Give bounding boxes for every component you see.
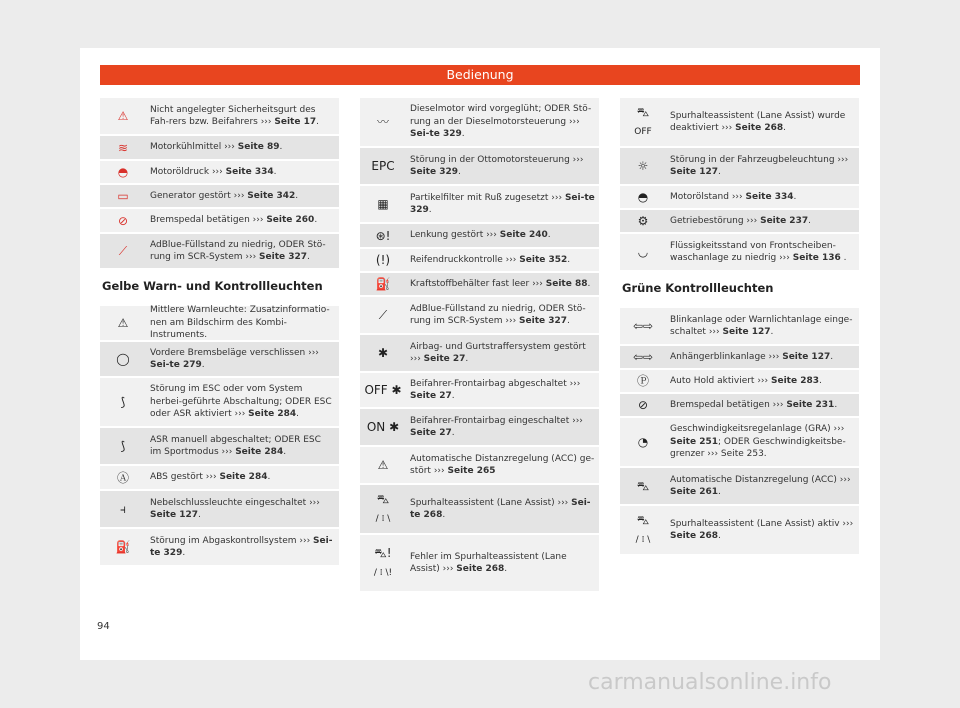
- washer-fluid-icon: [620, 246, 666, 258]
- acc-green-icon: [620, 480, 666, 492]
- indicator-description: [146, 101, 339, 132]
- icon-glyph: ⚙: [637, 214, 649, 228]
- rear-fog-light-icon: [100, 503, 146, 515]
- description-text: Nicht angelegter Sicherheitsgurt des Fah-rers bzw. Beifahrers ›››: [150, 104, 316, 127]
- indicator-description: [146, 532, 339, 563]
- indicator-description: [146, 138, 339, 157]
- indicator-row: [360, 146, 599, 184]
- page-reference-link[interactable]: Sei-te 329: [410, 129, 462, 140]
- indicator-description: [406, 251, 599, 270]
- indicator-row: [620, 368, 859, 392]
- indicator-row: [100, 96, 339, 134]
- indicator-row: [100, 527, 339, 565]
- lighting-fault-icon: [620, 160, 666, 172]
- page-number: 94: [97, 621, 110, 632]
- indicator-row: [100, 304, 339, 340]
- acc-icon: [360, 459, 406, 471]
- icon-glyph: ⇦⇨: [632, 350, 654, 364]
- indicator-description: [666, 237, 859, 268]
- description-suffix: .: [198, 510, 201, 520]
- indicator-description: [406, 151, 599, 182]
- oil-level-icon: [620, 191, 666, 203]
- description-suffix: .: [295, 190, 299, 201]
- icon-glyph: ⛍: [636, 479, 650, 493]
- page-reference-link[interactable]: Seite 284: [248, 409, 297, 420]
- indicator-description: [406, 375, 599, 406]
- indicator-description: [666, 396, 859, 415]
- seatbelt-icon: [100, 110, 146, 122]
- indicator-description: [666, 107, 859, 138]
- column-3: [620, 96, 859, 554]
- esc-off-icon: [100, 440, 146, 452]
- description-suffix: .: [273, 166, 277, 177]
- description-text: Partikelfilter mit Ruß zugesetzt ›››: [410, 192, 565, 203]
- page-reference-link[interactable]: Seite 27: [410, 391, 452, 401]
- description-text: Lenkung gestört ›››: [410, 230, 500, 241]
- icon-glyph: ▭: [117, 189, 129, 203]
- description-suffix: .: [783, 123, 786, 133]
- indicator-description: [666, 188, 859, 207]
- page-reference-link[interactable]: Seite 329: [410, 167, 458, 177]
- page-reference-link[interactable]: Seite 127: [782, 351, 831, 362]
- indicator-row: [100, 232, 339, 268]
- description-suffix: .: [428, 205, 432, 215]
- description-text: Kraftstoffbehälter fast leer ›››: [410, 278, 546, 289]
- icon-glyph: ⟆: [120, 439, 126, 453]
- indicator-row: [620, 146, 859, 184]
- page-reference-link[interactable]: Seite 136: [792, 253, 841, 263]
- icon-glyph: ◡: [637, 245, 649, 259]
- description-text: Störung im Abgaskontrollsystem ›››: [150, 535, 314, 546]
- brake-pedal-green-icon: [620, 399, 666, 411]
- description-text: AdBlue-Füllstand zu niedrig, ODER Stö-rung im SCR-System ›››: [150, 239, 326, 262]
- indicator-description: [666, 515, 859, 546]
- indicator-description: [146, 301, 339, 345]
- oil-pressure-icon: [100, 166, 146, 178]
- description-suffix: .: [451, 428, 455, 438]
- indicator-description: [146, 380, 339, 424]
- page-reference-link[interactable]: Seite 265: [447, 466, 496, 476]
- indicator-description: [406, 548, 599, 579]
- page-reference-link[interactable]: Seite 231: [786, 399, 835, 410]
- indicator-description: [406, 226, 599, 245]
- icon-glyph-secondary: / ⁞ \: [635, 535, 651, 545]
- page-reference-link[interactable]: Seite 334: [745, 191, 794, 202]
- description-suffix: .: [587, 278, 591, 289]
- description-suffix: .: [793, 191, 797, 202]
- indicator-row: [360, 445, 599, 483]
- description-suffix: .: [830, 351, 834, 362]
- icon-glyph: ⛍: [636, 105, 650, 119]
- page-reference-link[interactable]: Seite 27: [410, 428, 452, 438]
- section-heading: Grüne Kontrollleuchten: [622, 281, 774, 295]
- indicator-description: [666, 348, 859, 367]
- auto-hold-icon: [620, 375, 666, 387]
- indicator-description: [146, 211, 339, 230]
- indicator-description: [146, 236, 339, 267]
- watermark: carmanualsonline.info: [588, 670, 832, 695]
- indicator-row: [620, 184, 859, 208]
- description-suffix: .: [283, 447, 287, 457]
- tire-pressure-icon: [360, 254, 406, 266]
- adblue-icon: [100, 245, 146, 257]
- icon-glyph: ⛽: [115, 540, 131, 554]
- icon-glyph: (!): [375, 253, 391, 267]
- indicator-row: [620, 392, 859, 416]
- icon-glyph: ◓: [117, 165, 129, 179]
- description-text: Auto Hold aktiviert ›››: [670, 375, 771, 386]
- warning-triangle-icon: [100, 317, 146, 329]
- description-text: Geschwindigkeitsregelanlage (GRA) ›››: [670, 424, 845, 435]
- airbag-off-icon: [360, 384, 406, 396]
- description-text: Motorkühlmittel ›››: [150, 142, 238, 153]
- battery-icon: [100, 190, 146, 202]
- description-text: Automatische Distanzregelung (ACC) ge-stört ›››: [410, 453, 595, 476]
- page-reference-link[interactable]: Seite 89: [237, 142, 280, 153]
- description-suffix: .: [840, 253, 847, 263]
- description-suffix: .: [307, 252, 310, 262]
- icon-glyph: ☼: [637, 159, 649, 173]
- fuel-icon: [360, 278, 406, 290]
- page-reference-link[interactable]: Sei-te 329: [410, 192, 595, 215]
- page-reference-link[interactable]: Seite 127: [150, 510, 198, 520]
- indicator-row: [100, 489, 339, 527]
- icon-glyph: ▦: [377, 197, 389, 211]
- page-reference-link[interactable]: Seite 127: [670, 167, 718, 177]
- description-suffix: .: [296, 409, 300, 420]
- indicator-description: [146, 344, 339, 375]
- description-text: Störung im ESC oder vom System herbei-geführte Abschaltung; ODER ESC oder ASR aktiviert ›››: [150, 384, 332, 420]
- icon-glyph: ⟋: [378, 308, 388, 322]
- description-suffix: .: [182, 548, 186, 558]
- icon-glyph: ◯: [116, 352, 130, 366]
- description-text: Beifahrer-Frontairbag eingeschaltet ›››: [410, 415, 583, 426]
- description-text: Flüssigkeitsstand von Frontscheiben-waschanlage zu niedrig ›››: [670, 240, 836, 263]
- page-reference-link[interactable]: Seite 334: [225, 166, 274, 177]
- icon-glyph: ⚠: [117, 109, 129, 123]
- indicator-row: [360, 407, 599, 445]
- brake-pads-icon: [100, 353, 146, 365]
- description-suffix: ; ODER Geschwindigkeitsbe-grenzer ››› Seite 253.: [670, 436, 846, 460]
- description-text: Airbag- und Gurtstraffersystem gestört ›››: [410, 341, 586, 364]
- icon-glyph: ⛍: [636, 513, 650, 527]
- indicator-description: [146, 468, 339, 487]
- indicator-description: [406, 450, 599, 481]
- description-suffix: .: [279, 142, 283, 153]
- glow-plug-icon: [360, 116, 406, 128]
- icon-glyph: ≋: [117, 140, 129, 155]
- indicator-description: [406, 338, 599, 369]
- description-suffix: .: [718, 531, 721, 541]
- indicator-row: [360, 295, 599, 333]
- page-reference-link[interactable]: Seite 261: [670, 487, 718, 497]
- column-2: [360, 96, 599, 591]
- description-suffix: .: [818, 375, 822, 386]
- indicator-row: [620, 232, 859, 270]
- indicator-row: [100, 340, 339, 376]
- description-text: Spurhalteassistent (Lane Assist) ›››: [410, 497, 572, 508]
- indicator-row: [360, 222, 599, 247]
- icon-glyph: OFF ✱: [364, 383, 402, 397]
- description-text: Beifahrer-Frontairbag abgeschaltet ›››: [410, 378, 581, 389]
- icon-glyph: ◔: [637, 435, 649, 449]
- icon-glyph: ◓: [637, 190, 649, 204]
- indicator-row: [100, 464, 339, 489]
- description-text: Nebelschlussleuchte eingeschaltet ›››: [150, 497, 320, 508]
- description-suffix: .: [442, 510, 446, 520]
- indicator-description: [666, 471, 859, 502]
- lane-assist-fault-icon: [360, 547, 406, 579]
- indicator-row: [620, 344, 859, 368]
- indicator-description: [146, 163, 339, 182]
- page-reference-link[interactable]: Seite 127: [722, 327, 771, 337]
- coolant-icon: [100, 142, 146, 154]
- page-reference-link[interactable]: Seite 260: [266, 215, 315, 226]
- description-suffix: .: [465, 354, 469, 364]
- indicator-row: [360, 184, 599, 222]
- description-text: Vordere Bremsbeläge verschlissen ›››: [150, 347, 319, 358]
- description-suffix: .: [834, 399, 838, 410]
- icon-glyph: ⊘: [637, 398, 649, 412]
- lane-assist-off-icon: [620, 106, 666, 138]
- epc-icon: [360, 160, 406, 172]
- esc-icon: [100, 396, 146, 408]
- page-reference-link[interactable]: Seite 327: [519, 316, 568, 326]
- description-text: Automatische Distanzregelung (ACC) ›››: [670, 474, 851, 485]
- section-heading: Gelbe Warn- und Kontrollleuchten: [102, 279, 323, 293]
- description-text: Generator gestört ›››: [150, 190, 248, 201]
- indicator-description: [666, 311, 859, 342]
- page-reference-link[interactable]: Seite 342: [247, 190, 296, 201]
- icon-glyph: ⟋: [118, 244, 128, 258]
- indicator-description: [146, 187, 339, 206]
- description-suffix: .: [718, 487, 721, 497]
- description-suffix: .: [314, 215, 318, 226]
- description-text: Motoröldruck ›››: [150, 166, 226, 177]
- description-suffix: .: [461, 129, 465, 140]
- description-suffix: .: [316, 117, 319, 127]
- indicator-row: [100, 426, 339, 464]
- indicator-row: [100, 376, 339, 426]
- indicator-description: [666, 212, 859, 231]
- page-reference-link[interactable]: Sei-te 279: [150, 360, 202, 370]
- indicator-description: [406, 300, 599, 331]
- icon-glyph: ⊛!: [375, 228, 391, 243]
- icon-glyph-secondary: / ⁞ \: [375, 514, 391, 524]
- airbag-on-icon: [360, 421, 406, 433]
- page-reference-link[interactable]: Seite 352: [519, 254, 568, 265]
- indicator-description: [666, 420, 859, 464]
- icon-glyph: 〰: [376, 115, 389, 129]
- indicator-description: [406, 100, 599, 144]
- icon-glyph-secondary: / ⁞ \!: [373, 568, 393, 578]
- gearbox-icon: [620, 215, 666, 227]
- description-suffix: .: [201, 360, 205, 370]
- particle-filter-icon: [360, 198, 406, 210]
- icon-glyph: ⛍!: [374, 546, 392, 560]
- description-suffix: .: [504, 564, 508, 574]
- indicator-row: [100, 134, 339, 159]
- description-text: Störung in der Ottomotorsteuerung ›››: [410, 154, 584, 165]
- icon-glyph: ⫞: [119, 502, 126, 516]
- description-text: Fehler im Spurhalteassistent (Lane Assist) ›››: [410, 551, 567, 574]
- page-reference-link[interactable]: Seite 283: [770, 375, 819, 386]
- indicator-description: [146, 431, 339, 462]
- description-text: Spurhalteassistent (Lane Assist) wurde deaktiviert ›››: [670, 110, 846, 133]
- description-text: Getriebestörung ›››: [670, 215, 761, 226]
- description-text: Bremspedal betätigen ›››: [150, 215, 267, 226]
- indicator-row: [620, 306, 859, 344]
- page-reference-link[interactable]: Seite 17: [274, 117, 317, 127]
- page-reference-link[interactable]: Seite 27: [423, 354, 466, 364]
- adblue-icon: [360, 309, 406, 321]
- indicator-row: [100, 159, 339, 183]
- indicator-description: [406, 275, 599, 294]
- page-reference-link[interactable]: Sei-te 329: [150, 535, 333, 558]
- cruise-control-icon: [620, 436, 666, 448]
- indicator-row: [360, 483, 599, 533]
- indicator-description: [406, 494, 599, 525]
- description-text: Spurhalteassistent (Lane Assist) aktiv ›››: [670, 518, 854, 529]
- description-suffix: .: [567, 316, 570, 326]
- icon-glyph: Ⓟ: [636, 374, 649, 388]
- brake-pedal-icon: [100, 215, 146, 227]
- description-suffix: .: [267, 472, 271, 483]
- icon-glyph: ⊘: [117, 213, 129, 228]
- icon-glyph: ON ✱: [366, 420, 400, 434]
- indicator-row: [360, 271, 599, 295]
- icon-glyph: EPC: [371, 159, 395, 173]
- description-suffix: .: [718, 167, 721, 177]
- icon-glyph: ⛍: [376, 492, 390, 506]
- indicator-row: [360, 96, 599, 146]
- description-suffix: .: [770, 327, 774, 337]
- page-reference-link[interactable]: Seite 268: [735, 123, 784, 133]
- indicator-row: [620, 504, 859, 554]
- indicator-description: [146, 494, 339, 525]
- icon-glyph: ⚠: [117, 316, 129, 330]
- description-text: Störung in der Fahrzeugbeleuchtung ›››: [670, 154, 849, 165]
- indicator-description: [406, 189, 599, 220]
- indicator-row: [360, 247, 599, 271]
- indicator-row: [100, 183, 339, 207]
- engine-icon: [100, 541, 146, 553]
- page-reference-link[interactable]: Sei-te 268: [410, 497, 591, 520]
- page-reference-link[interactable]: Seite 237: [760, 215, 809, 226]
- page-reference-link[interactable]: Seite 88: [545, 278, 588, 289]
- indicator-row: [360, 371, 599, 407]
- indicator-row: [100, 207, 339, 232]
- description-text: AdBlue-Füllstand zu niedrig, ODER Stö-rung im SCR-System ›››: [410, 303, 586, 326]
- icon-glyph: ⟆: [120, 395, 126, 409]
- description-text: Reifendruckkontrolle ›››: [410, 254, 520, 265]
- steering-icon: [360, 230, 406, 242]
- indicator-row: [620, 96, 859, 146]
- page-reference-link[interactable]: Seite 284: [219, 472, 268, 483]
- page-reference-link[interactable]: Seite 251: [670, 436, 718, 447]
- page-reference-link[interactable]: Seite 268: [670, 531, 718, 541]
- indicator-row: [360, 333, 599, 371]
- lane-assist-active-icon: [620, 514, 666, 546]
- icon-glyph: ⚠: [377, 458, 389, 472]
- description-text: Dieselmotor wird vorgeglüht; ODER Stö-rung an der Dieselmotorsteuerung ›››: [410, 104, 592, 127]
- indicator-row: [620, 466, 859, 504]
- indicator-row: [620, 416, 859, 466]
- indicator-description: [406, 412, 599, 443]
- indicator-description: [666, 372, 859, 391]
- icon-glyph: ✱: [377, 346, 389, 360]
- indicator-description: [666, 151, 859, 182]
- icon-glyph: Ⓐ: [116, 470, 129, 485]
- description-text: Bremspedal betätigen ›››: [670, 399, 787, 410]
- description-text: ABS gestört ›››: [150, 472, 220, 483]
- description-suffix: .: [547, 230, 551, 241]
- description-text: Anhängerblinkanlage ›››: [670, 351, 783, 362]
- page-reference-link[interactable]: Seite 268: [456, 564, 505, 574]
- description-text: Blinkanlage oder Warnlichtanlage einge-schaltet ›››: [670, 314, 853, 337]
- description-suffix: .: [567, 254, 571, 265]
- abs-icon: [100, 472, 146, 484]
- turn-signal-icon: [620, 320, 666, 332]
- page-reference-link[interactable]: Seite 284: [235, 447, 284, 457]
- icon-glyph: ⇦⇨: [632, 319, 654, 333]
- page-header: Bedienung: [100, 65, 860, 85]
- column-1: [100, 96, 339, 565]
- description-text: ASR manuell abgeschaltet; ODER ESC im Sportmodus ›››: [150, 434, 321, 457]
- description-text: Motorölstand ›››: [670, 191, 746, 202]
- icon-glyph-secondary: OFF: [634, 127, 652, 137]
- icon-glyph: ⛽: [375, 277, 391, 291]
- description-suffix: .: [458, 167, 461, 177]
- indicator-row: [360, 533, 599, 591]
- trailer-signal-icon: [620, 351, 666, 363]
- page-reference-link[interactable]: Seite 240: [499, 230, 548, 241]
- airbag-icon: [360, 347, 406, 359]
- indicator-row: [620, 208, 859, 232]
- page-reference-link[interactable]: Seite 327: [259, 252, 308, 262]
- description-text: Mittlere Warnleuchte: Zusatzinformatio-nen am Bildschirm des Kombi-Instruments.: [150, 305, 330, 341]
- description-suffix: .: [451, 391, 455, 401]
- description-suffix: .: [808, 215, 811, 226]
- lane-assist-icon: [360, 493, 406, 525]
